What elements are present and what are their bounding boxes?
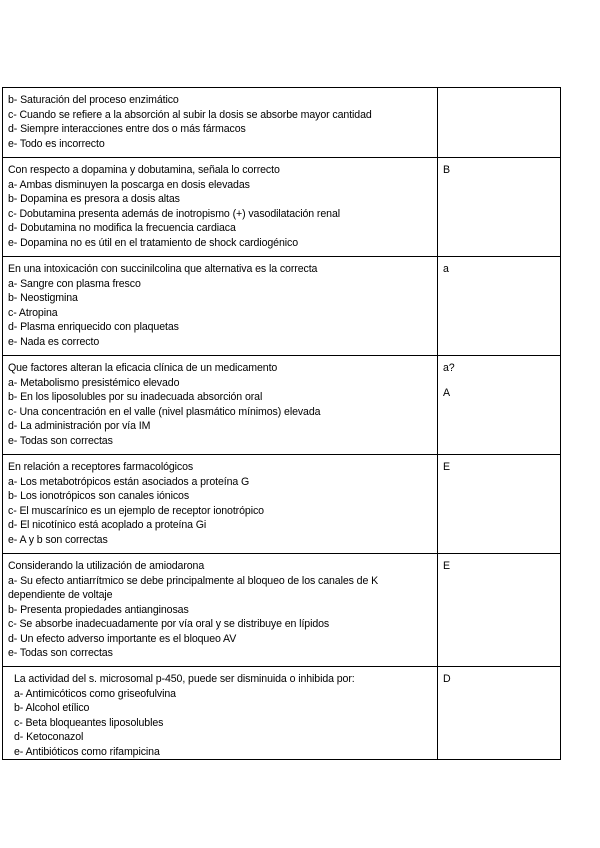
questions-table	[2, 87, 561, 760]
option-c: c- Se absorbe inadecuadamente por vía oral y se distribuye en lípidos	[8, 618, 330, 630]
question-text: En una intoxicación con succinilcolina que alternativa es la correcta	[8, 263, 318, 275]
option-d: d- La administración por vía IM	[8, 420, 151, 432]
option-b: b- Los ionotrópicos son canales iónicos	[8, 490, 190, 502]
question-cell	[3, 554, 438, 667]
option-e: e- Todo es incorrecto	[8, 137, 105, 150]
question-text: Considerando la utilización de amiodarona	[8, 560, 205, 572]
question-row	[3, 257, 561, 356]
answer-text: B	[443, 164, 450, 176]
option-e: e- Dopamina no es útil en el tratamiento de shock cardiogénico	[8, 236, 299, 249]
option-c: c- Atropina	[8, 306, 58, 319]
question-cell	[3, 158, 438, 257]
option-b: b- En los liposolubles por su inadecuada absorción oral	[8, 391, 263, 403]
answer-cell	[438, 158, 561, 257]
question-text: Que factores alteran la eficacia clínica de un medicamento	[8, 362, 278, 374]
question-cell	[3, 667, 438, 760]
option-d: d- Ketoconazol	[14, 731, 84, 743]
option-b: b- Neostigmina	[8, 292, 78, 304]
option-e: e- Todas son correctas	[8, 434, 113, 447]
question-row	[3, 455, 561, 554]
question-text: En relación a receptores farmacológicos	[8, 461, 194, 473]
option-e: e- Todas son correctas	[8, 647, 113, 659]
question-row	[3, 356, 561, 455]
option-a: a- Ambas disminuyen la poscarga en dosis elevadas	[8, 178, 250, 191]
answer-cell	[438, 257, 561, 356]
question-row	[3, 667, 561, 760]
answer-cell	[438, 455, 561, 554]
option-c: c- Beta bloqueantes liposolubles	[14, 716, 164, 729]
answer-text: E	[443, 461, 450, 473]
answer-cell	[438, 356, 561, 455]
option-a: a- Su efecto antiarrítmico se debe principalmente al bloqueo de los canales de K dependiente de voltaje	[8, 574, 379, 601]
question-row	[3, 554, 561, 667]
question-text: La actividad del s. microsomal p-450, puede ser disminuida o inhibida por:	[14, 673, 355, 685]
option-a: a- Antimicóticos como griseofulvina	[14, 687, 176, 700]
option-a: a- Metabolismo presistémico elevado	[8, 376, 180, 389]
option-d: d- El nicotínico está acoplado a proteína Gi	[8, 519, 207, 531]
option-c: c- Cuando se refiere a la absorción al subir la dosis se absorbe mayor cantidad	[8, 108, 372, 121]
option-e: e- A y b son correctas	[8, 533, 108, 546]
answer-text: D	[443, 673, 451, 685]
option-d: d- Un efecto adverso importante es el bloqueo AV	[8, 632, 237, 645]
option-b: b- Dopamina es presora a dosis altas	[8, 193, 180, 205]
question-cell	[3, 356, 438, 455]
option-a: a- Los metabotrópicos están asociados a proteína G	[8, 475, 250, 488]
option-d: d- Dobutamina no modifica la frecuencia cardiaca	[8, 222, 236, 234]
answer-text: a	[443, 263, 449, 275]
option-b: b- Presenta propiedades antianginosas	[8, 603, 189, 616]
option-c: c- Dobutamina presenta además de inotropismo (+) vasodilatación renal	[8, 207, 340, 220]
answer-text: E	[443, 560, 450, 572]
option-a: a- Sangre con plasma fresco	[8, 277, 141, 290]
option-e: e- Antibióticos como rifampicina	[14, 745, 160, 758]
answer-cell	[438, 554, 561, 667]
question-cell	[3, 257, 438, 356]
answer-cell	[438, 667, 561, 760]
question-text: Con respecto a dopamina y dobutamina, señala lo correcto	[8, 164, 280, 176]
option-e: e- Nada es correcto	[8, 335, 100, 348]
option-c: c- El muscarínico es un ejemplo de receptor ionotrópico	[8, 504, 264, 517]
question-row	[3, 158, 561, 257]
answer-cell	[438, 88, 561, 158]
option-b: b- Alcohol etílico	[14, 702, 90, 714]
answer-text: A	[443, 386, 450, 399]
question-row	[3, 88, 561, 158]
option-d: d- Siempre interacciones entre dos o más fármacos	[8, 123, 246, 135]
option-c: c- Una concentración en el valle (nivel plasmático mínimos) elevada	[8, 405, 321, 418]
option-b: b- Saturación del proceso enzimático	[8, 94, 179, 106]
answer-text: a?	[443, 362, 455, 374]
question-cell	[3, 455, 438, 554]
question-cell	[3, 88, 438, 158]
option-d: d- Plasma enriquecido con plaquetas	[8, 321, 179, 333]
